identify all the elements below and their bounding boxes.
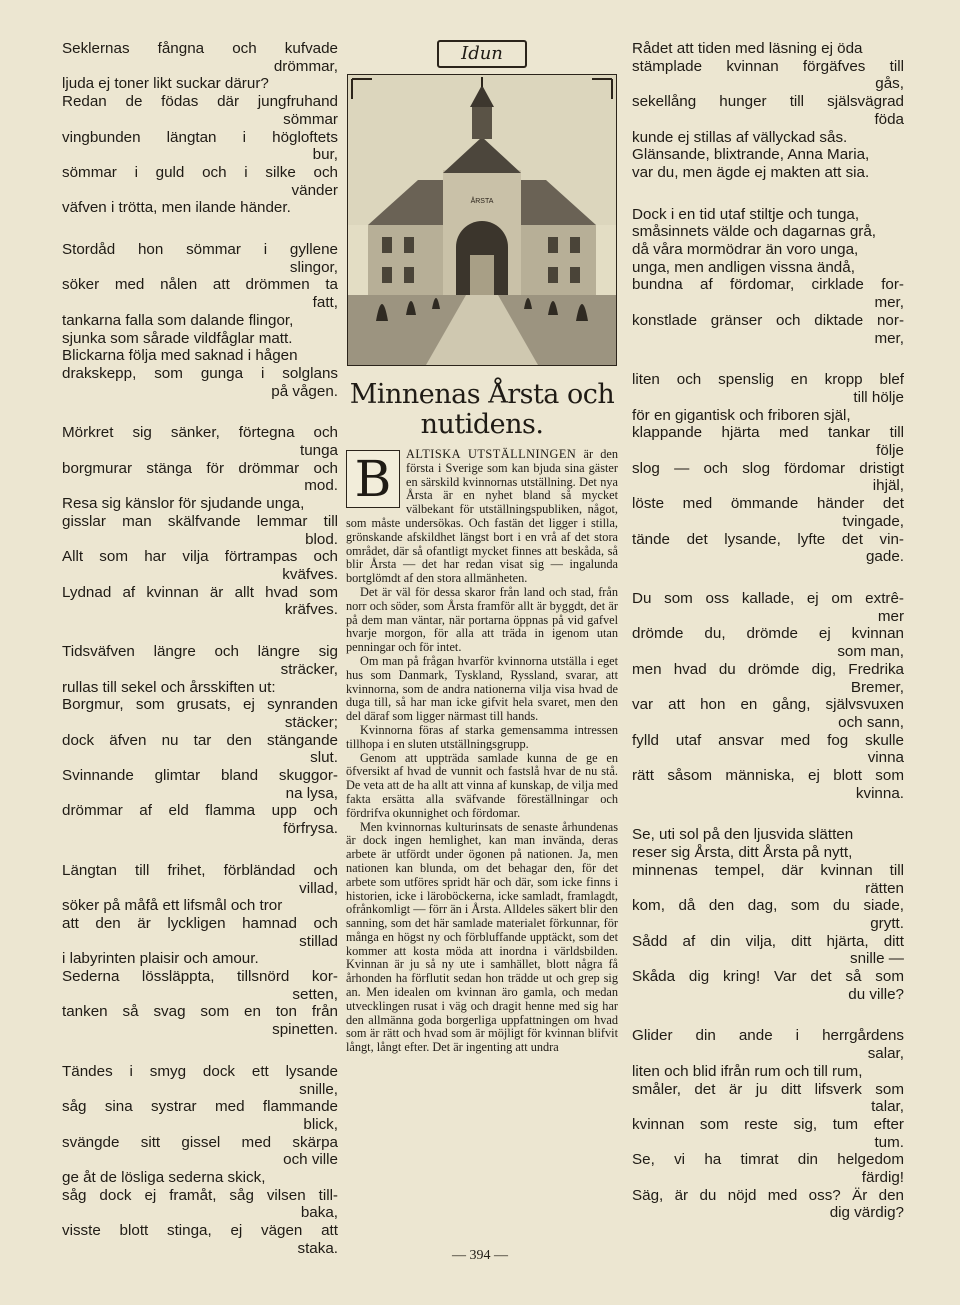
poem-line-text: att den är lyckligen hamnad och xyxy=(62,914,338,932)
poem-line-text: liten och spenslig en kropp blef xyxy=(632,371,904,389)
poem-line xyxy=(62,643,338,678)
poem-line xyxy=(632,1081,904,1116)
poem-line xyxy=(632,129,904,147)
poem-line xyxy=(632,862,904,897)
poem-line-text: svängde sitt gissel med skärpa xyxy=(62,1133,338,1151)
poem-line xyxy=(632,625,904,660)
poem-line-text: konstlade gränser och diktade nor- xyxy=(632,311,904,329)
poem-line-continuation: rätten xyxy=(865,879,904,897)
poem-line-continuation: mer, xyxy=(874,329,904,347)
article-title-line-1: Minnenas Årsta och xyxy=(349,379,615,410)
poem-line-text: småler, det är ju ditt lifsverk som xyxy=(632,1080,904,1098)
poem-line xyxy=(632,371,904,406)
poem-line-text: Svinnande glimtar bland skuggor- xyxy=(62,767,338,785)
poem-line xyxy=(632,206,904,224)
poem-line xyxy=(632,276,904,311)
poem-line-continuation: mer xyxy=(877,607,904,625)
poem-line-text: för en gigantisk och friboren själ, xyxy=(632,406,851,424)
poem-line xyxy=(62,802,338,837)
poem-line xyxy=(62,1098,338,1133)
poem-line-continuation: grytt. xyxy=(870,914,904,932)
poem-line-continuation: blick, xyxy=(303,1115,338,1133)
poem-line-continuation: stäcker; xyxy=(284,713,338,731)
poem-line-text: Resa sig känslor för sjudande unga, xyxy=(62,495,305,513)
poem-stanza xyxy=(62,862,338,1039)
drop-cap: B xyxy=(346,450,400,508)
poem-line xyxy=(62,1063,338,1098)
poem-line-text: Glider din ande i herrgårdens xyxy=(632,1027,904,1045)
poem-line xyxy=(62,460,338,495)
article-paragraph: Kvinnorna föras af starka gemensamma intressen tillhopa i en sluten utställningsgrupp. xyxy=(346,722,618,751)
poem-line xyxy=(632,312,904,347)
poem-line-continuation: och sann, xyxy=(838,713,904,731)
arsta-building-illustration xyxy=(348,75,616,365)
poem-line-text: borgmurar stänga för drömmar och xyxy=(62,459,338,477)
poem-line-continuation: sömmar xyxy=(283,110,338,128)
photograph-arsta-gate xyxy=(347,74,617,366)
poem-stanza xyxy=(632,40,904,182)
poem-line-text: Tändes i smyg dock ett lysande xyxy=(62,1062,338,1080)
poem-line-continuation: setten, xyxy=(292,985,338,1003)
poem-line-text: vingbunden längtan i högloftets xyxy=(62,128,338,146)
poem-line xyxy=(62,968,338,1003)
poem-line-continuation: salar, xyxy=(867,1045,904,1063)
poem-line-continuation: fatt, xyxy=(312,294,338,312)
poem-line xyxy=(632,164,904,182)
poem-line xyxy=(62,241,338,276)
poem-line-text: Rådet att tiden med läsning ej öda xyxy=(632,40,863,57)
poem-line-continuation: spinetten. xyxy=(272,1021,338,1039)
building-sign: ÅRSTA xyxy=(470,198,494,205)
poem-stanza xyxy=(62,241,338,400)
poem-line-text: var du, men ägde ej makten att sia. xyxy=(632,163,870,181)
poem-line-text: Se, uti sol på den ljusvida slätten xyxy=(632,826,854,844)
poem-line-text: Redan de födas där jungfruhand xyxy=(62,93,338,111)
poem-stanza xyxy=(62,40,338,217)
poem-line xyxy=(632,531,904,566)
poem-line xyxy=(62,950,338,968)
article-column xyxy=(346,40,618,1055)
poem-line xyxy=(62,1003,338,1038)
poem-line-continuation: tvingade, xyxy=(842,512,904,530)
poem-line-text: ljuda ej toner likt suckar därur? xyxy=(62,75,269,93)
poem-line xyxy=(632,407,904,425)
article-title xyxy=(346,380,618,440)
poem-line-continuation: ihjäl, xyxy=(872,477,904,495)
page-number: — 394 — xyxy=(452,1248,508,1263)
poem-line-continuation: till hölje xyxy=(853,388,904,406)
poem-line xyxy=(62,862,338,897)
poem-line xyxy=(632,40,904,58)
poem-stanza xyxy=(632,371,904,566)
poem-line xyxy=(62,276,338,311)
poem-line xyxy=(632,58,904,93)
article-paragraph: Men kvinnornas kulturinsats de senaste århundenas är dock ingen hemlighet, kan man invända, deras arbete är utfördt under ögonen på nationen. Ja, men nationen kan blunda, om det behagar den, för det arbete som utföres spridt här och där, som icke finns i historien, icke i läroböckerna, icke samladt, framlagdt, ofrånkomligt — förr än i Årsta. Alldeles säkert blir den sanning, som det här samlade materialet förkunnar, för många en högst ny och förbluffande upptäckt, som det kommer att kosta möda att inordna i världsbilden. Kvinnan är ju så ny ute i samhället, blott några få århonden ha förflutit sedan hon trädde ut och grep sig an. Men idealen om kvinnan äro gamla, och medan utvecklingen rusat i väg och dragit henne med sig har den allmänna goda borgerliga uppfattningen om hvad som är rätt och hvad som är möjligt för kvinnan blifvit långt, långt efter. Det är ingenting att undra xyxy=(346,819,618,1055)
poem-line xyxy=(62,330,338,348)
poem-line-text: reser sig Årsta, ditt Årsta på nytt, xyxy=(632,844,853,862)
poem-line-text: Allt som har vilja förtrampas och xyxy=(62,548,338,566)
poem-line-text: drömmar af eld flamma upp och xyxy=(62,802,338,820)
poem-line xyxy=(62,40,338,75)
poem-line-text: Säg, är du nöjd med oss? Är den xyxy=(632,1186,904,1204)
poem-line xyxy=(632,259,904,277)
poem-line-text: drakskepp, som gunga i solglans xyxy=(62,364,338,382)
poem-line-continuation: slingor, xyxy=(289,258,338,276)
poem-line-text: minnenas tempel, där kvinnan till xyxy=(632,861,904,879)
poem-line-text: liten och blid ifrån rum och till rum, xyxy=(632,1062,863,1080)
poem-line-continuation: förfrysa. xyxy=(283,820,338,838)
poem-stanza xyxy=(632,826,904,1003)
poem-line-text: söker med nålen att drömmen ta xyxy=(62,276,338,294)
poem-line-continuation: na lysa, xyxy=(285,784,338,802)
poem-line-text: sömmar i guld och i silke och xyxy=(62,163,338,181)
lead-caps: ALTISKA UTSTÄLLNINGEN xyxy=(406,447,577,461)
poem-line xyxy=(62,915,338,950)
poem-line xyxy=(62,93,338,128)
poem-line xyxy=(632,1116,904,1151)
poem-line-text: Längtan till frihet, förbländad och xyxy=(62,861,338,879)
poem-line xyxy=(632,460,904,495)
article-body xyxy=(346,448,618,1055)
poem-line-text: Sederna lössläppta, tillsnörd kor- xyxy=(62,968,338,986)
poem-line-text: tanken så svag som en ton från xyxy=(62,1003,338,1021)
poem-line-text: rätt såsom människa, ej blott som xyxy=(632,767,904,785)
poem-line-text: i labyrinten plaisir och amour. xyxy=(62,950,259,968)
poem-line-text: Blickarna följa med saknad i hågen xyxy=(62,347,298,365)
poem-line xyxy=(632,495,904,530)
poem-line xyxy=(62,584,338,619)
poem-line-text: sekellång hunger till själsvägrad xyxy=(632,93,904,111)
poem-line-text: Mörkret sig sänker, förtegna och xyxy=(62,424,338,442)
poem-stanza xyxy=(632,590,904,802)
article-title-line-2: nutidens. xyxy=(420,409,544,440)
poem-line-text: bundna af fördomar, cirklade for- xyxy=(632,276,904,294)
poem-line xyxy=(62,513,338,548)
poem-line-text: slog — och slog fördomar dristigt xyxy=(632,459,904,477)
poem-line-text: Dock i en tid utaf stiltje och tunga, xyxy=(632,205,860,223)
poem-line-text: men hvad du drömde dig, Fredrika xyxy=(632,660,904,678)
poem-line-continuation: på vågen. xyxy=(271,382,338,400)
poem-line-continuation: baka, xyxy=(300,1204,338,1222)
poem-line xyxy=(632,93,904,128)
poem-line xyxy=(632,590,904,625)
poem-line-text: såg sina systrar med flammande xyxy=(62,1098,338,1116)
poem-line-text: kom, då den dag, som du siade, xyxy=(632,897,904,915)
poem-line xyxy=(632,933,904,968)
poem-line xyxy=(632,223,904,241)
poem-line-continuation: mod. xyxy=(304,477,338,495)
poem-line-text: klappande hjärta med tankar till xyxy=(632,424,904,442)
poem-line-text: då våra mormödrar än voro unga, xyxy=(632,241,859,259)
poem-line-continuation: blod. xyxy=(305,530,338,548)
poem-line xyxy=(62,129,338,164)
poem-line-continuation: gade. xyxy=(865,548,904,566)
poem-line-text: visste blott stinga, ej vägen att xyxy=(62,1222,338,1240)
poem-line-continuation: drömmar, xyxy=(273,57,338,75)
poem-line-text: unga, men andligen vissna ändå, xyxy=(632,258,855,276)
poem-line-continuation: bur, xyxy=(312,146,338,164)
poem-line-text: sjunka som sårade vildfåglar matt. xyxy=(62,329,293,347)
poem-line-text: stämplade kvinnan förgäfves till xyxy=(632,57,904,75)
poem-line xyxy=(632,661,904,696)
poem-line-text: tankarna falla som dalande flingor, xyxy=(62,311,294,329)
poem-stanza xyxy=(62,1063,338,1258)
poem-line-continuation: stillad xyxy=(299,932,338,950)
poem-line-text: ge åt de lösliga sederna skick, xyxy=(62,1169,266,1187)
poem-line xyxy=(632,897,904,932)
poem-line-text: småsinnets välde och dagarnas grå, xyxy=(632,223,876,241)
poem-stanza xyxy=(632,206,904,348)
poem-column-left xyxy=(62,40,338,1282)
poem-line-continuation: tunga xyxy=(299,442,338,460)
poem-line xyxy=(62,75,338,93)
poem-line-continuation: föda xyxy=(874,110,904,128)
poem-line-continuation: snille — xyxy=(849,950,904,968)
poem-line xyxy=(62,679,338,697)
poem-line xyxy=(632,241,904,259)
poem-line xyxy=(62,767,338,802)
poem-stanza xyxy=(62,643,338,838)
poem-line xyxy=(62,897,338,915)
poem-line-continuation: mer, xyxy=(874,294,904,312)
poem-line xyxy=(62,1134,338,1169)
poem-line-continuation: dig värdig? xyxy=(829,1204,904,1222)
poem-line-continuation: vinna xyxy=(867,749,904,767)
poem-line-continuation: tum. xyxy=(874,1133,904,1151)
poem-line-continuation: snille, xyxy=(299,1080,338,1098)
poem-line-continuation: sträcker, xyxy=(280,660,338,678)
poem-line-continuation: och ville xyxy=(283,1151,338,1169)
poem-line-text: Lydnad af kvinnan är allt hvad som xyxy=(62,583,338,601)
poem-column-right xyxy=(632,40,904,1246)
poem-line-text: var att hon en gång, självsvuxen xyxy=(632,696,904,714)
magazine-logo: Idun xyxy=(437,40,527,68)
poem-line-continuation: gås, xyxy=(875,75,904,93)
poem-line xyxy=(632,696,904,731)
poem-line xyxy=(632,826,904,844)
poem-line-continuation: färdig! xyxy=(861,1169,904,1187)
poem-line-continuation: följe xyxy=(876,442,904,460)
poem-line xyxy=(62,1169,338,1187)
poem-line xyxy=(632,1187,904,1222)
poem-line-text: Borgmur, som grusats, ej synranden xyxy=(62,696,338,714)
poem-line-text: löste med ömmande händer det xyxy=(632,495,904,513)
poem-line xyxy=(62,548,338,583)
poem-line-text: Tidsväfven längre och längre sig xyxy=(62,643,338,661)
poem-line-text: Sådd af din vilja, ditt hjärta, ditt xyxy=(632,932,904,950)
poem-line-text: Seklernas fångna och kufvade xyxy=(62,40,338,57)
poem-line-text: väfven i trötta, men ilande händer. xyxy=(62,199,291,217)
poem-line-text: kvinnan som reste sig, tum efter xyxy=(632,1115,904,1133)
poem-line-text: gisslar man skälfvande lemmar till xyxy=(62,512,338,530)
poem-line xyxy=(62,495,338,513)
poem-line xyxy=(632,844,904,862)
poem-line xyxy=(632,146,904,164)
poem-line-text: dock äfven nu tar den stängande xyxy=(62,731,338,749)
poem-line xyxy=(62,424,338,459)
poem-line xyxy=(62,164,338,199)
poem-line-continuation: som man, xyxy=(837,643,904,661)
poem-line-text: drömde du, drömde ej kvinnan xyxy=(632,625,904,643)
poem-line xyxy=(62,365,338,400)
poem-line-continuation: kväfves. xyxy=(282,565,338,583)
poem-line-text: kunde ej stillas af vällyckad sås. xyxy=(632,128,848,146)
poem-line xyxy=(632,767,904,802)
poem-line xyxy=(632,1027,904,1062)
poem-line-text: Se, vi ha timrat din helgedom xyxy=(632,1151,904,1169)
poem-line-text: Stordåd hon sömmar i gyllene xyxy=(62,241,338,259)
poem-line xyxy=(632,1063,904,1081)
poem-line xyxy=(62,1187,338,1222)
poem-line-text: Du som oss kallade, ej om extrê- xyxy=(632,589,904,607)
poem-line xyxy=(632,1151,904,1186)
poem-line-text: söker på måfå ett lifsmål och tror xyxy=(62,897,283,915)
poem-stanza xyxy=(632,1027,904,1222)
poem-line-text: Skåda dig kring! Var det så som xyxy=(632,968,904,986)
poem-line xyxy=(62,199,338,217)
poem-line xyxy=(632,968,904,1003)
poem-line xyxy=(632,424,904,459)
poem-stanza xyxy=(62,424,338,619)
poem-line-continuation: Bremer, xyxy=(850,678,904,696)
poem-line-continuation: kräfves. xyxy=(284,601,338,619)
article-paragraph: Det är väl för dessa skaror från land och stad, från norr och söder, som Årsta framför allt är byggdt, det är på dem man väntar, när portarna öppnas på vid gafvel hvarje morgon, för alla att träda in igenom utan penningar och för intet. xyxy=(346,584,618,655)
poem-line-continuation: du ville? xyxy=(848,985,904,1003)
poem-line-continuation: vänder xyxy=(291,181,338,199)
poem-line-text: såg dock ej framåt, såg vilsen till- xyxy=(62,1186,338,1204)
poem-line xyxy=(62,312,338,330)
poem-line xyxy=(632,732,904,767)
poem-line-text: tände det lysande, lyfte det vin- xyxy=(632,530,904,548)
poem-line xyxy=(62,347,338,365)
poem-line-continuation: villad, xyxy=(299,879,338,897)
poem-line-text: Glänsande, blixtrande, Anna Maria, xyxy=(632,146,870,164)
poem-line-continuation: talar, xyxy=(871,1098,904,1116)
poem-line-text: fylld utaf ansvar med fog skulle xyxy=(632,731,904,749)
poem-line-text: rullas till sekel och årsskiften ut: xyxy=(62,678,276,696)
article-paragraph: Genom att uppträda samlade kunna de ge en öfversikt af hvad de vunnit och fastslå hvar de nu stå. De veta att de ha allt att vinna af kunskap, de vilja med fakta ersätta alla sväfvande föreställningar och fördrifva okunnighet och fördomar. xyxy=(346,750,618,820)
poem-line-continuation: staka. xyxy=(297,1239,338,1257)
poem-line-continuation: slut. xyxy=(310,749,338,767)
poem-line xyxy=(62,696,338,731)
paragraph-text: är den första i Sverige som kan bjuda sina gäster en särskild kvinnornas utställning. Det nya Årsta är en nyhet bland så mycket välbekant för utställningspubliken, något, som måste undersökas. Och fastän det ligger i stilla, grönskande afskildhet längst bort i en vrå af det stora området, där så ofantligt mycket finnes att beskåda, så blir Årsta — det har redan visat sig — ingalunda bortglömdt af den stora allmänheten. xyxy=(346,447,619,586)
poem-line xyxy=(62,732,338,767)
article-paragraph: Om man på frågan hvarför kvinnorna utställa i eget hus som Danmark, Tyskland, Ryssland, svarar, att kvinnorna, som de andra nationerna vilja visa hvad de duga till, så har man icke gifvit hela svaret, men den del däraf som ligger närmast till hands. xyxy=(346,653,618,724)
poem-line-continuation: kvinna. xyxy=(855,784,904,802)
